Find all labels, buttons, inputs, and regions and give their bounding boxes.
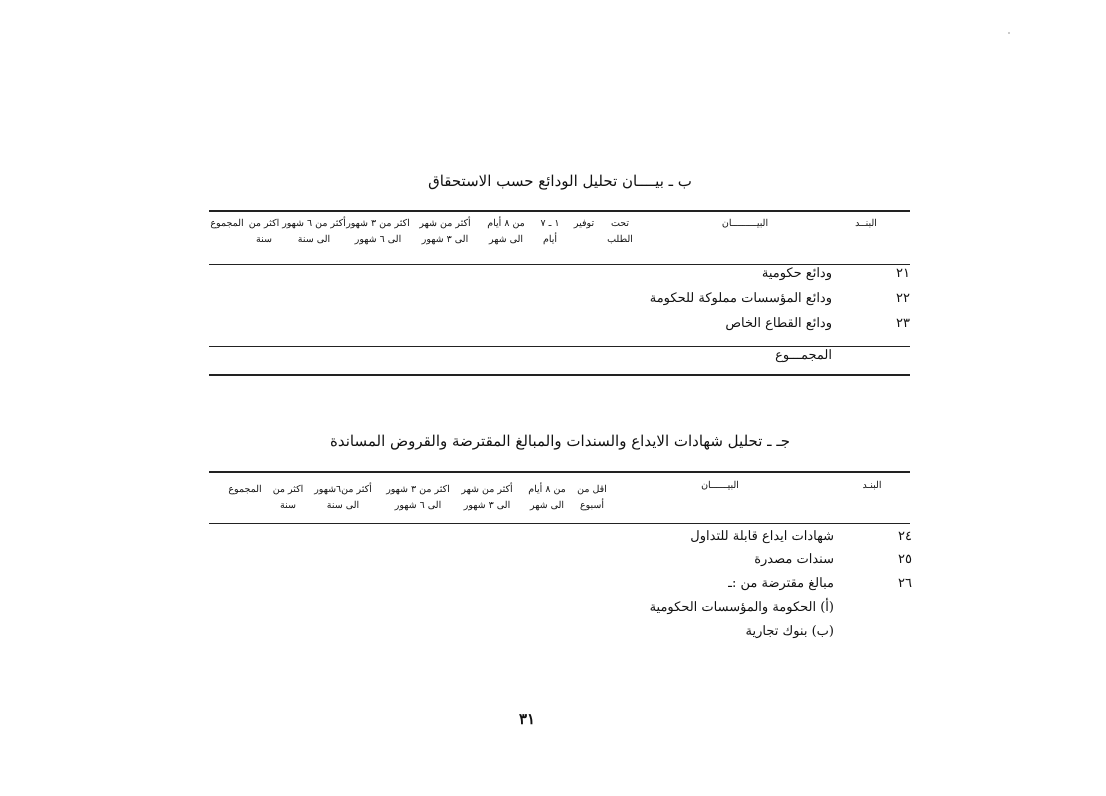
- col-header-item: البنــد: [855, 218, 877, 229]
- section-b-top-rule: [209, 210, 910, 212]
- col-header-item: البنـد: [862, 480, 882, 491]
- col-header-1-3-months: أكثر من شهر الى ٣ شهور: [461, 484, 513, 511]
- row-number: ٢٦: [898, 576, 912, 591]
- row-label: ودائع المؤسسات مملوكة للحكومة: [649, 291, 832, 306]
- total-label: المجمـــوع: [775, 348, 832, 363]
- row-number: ٢٣: [896, 316, 910, 331]
- section-c-top-rule: [209, 471, 910, 473]
- section-b-title: ب ـ بيــــان تحليل الودائع حسب الاستحقاق: [428, 172, 692, 190]
- row-label: ودائع حكومية: [761, 266, 832, 281]
- col-header-over-year: اكثر من سنة: [248, 218, 280, 245]
- col-header-over-year: اكثر من سنة: [272, 484, 304, 511]
- col-header-total: المجموع: [210, 218, 244, 229]
- col-header-3-6-months: اكثر من ٣ شهور الى ٦ شهور: [386, 484, 450, 511]
- row-label: (ب) بنوك تجارية: [745, 624, 834, 639]
- col-header-1-7-days: ١ ـ ٧ أيام: [540, 218, 560, 245]
- col-header-3-6-months: اكثر من ٣ شهور الى ٦ شهور: [346, 218, 410, 245]
- section-c-header-rule: [209, 523, 910, 524]
- col-header-total: المجموع: [228, 484, 262, 495]
- col-header-8-days-month: من ٨ أيام الى شهر: [528, 484, 566, 511]
- col-header-demand: تحت الطلب: [607, 218, 633, 245]
- page-number: ٣١: [518, 710, 536, 728]
- col-header-6-12-months: أكثر من٦شهور الى سنة: [314, 484, 372, 511]
- section-b-bottom-rule: [209, 374, 910, 376]
- row-label: سندات مصدرة: [754, 552, 834, 567]
- row-number: ٢٥: [898, 552, 912, 567]
- col-header-savings: توفير: [573, 218, 595, 229]
- section-b-total-rule: [209, 346, 910, 347]
- row-number: ٢٤: [898, 529, 912, 544]
- row-number: ٢١: [896, 266, 910, 281]
- row-number: ٢٢: [896, 291, 910, 306]
- col-header-8-days-month: من ٨ أيام الى شهر: [487, 218, 525, 245]
- col-header-under-week: اقل من أسبوع: [577, 484, 607, 511]
- col-header-description: البيــــــان: [701, 480, 739, 491]
- row-label: شهادات ايداع قابلة للتداول: [690, 529, 834, 544]
- section-b-header-rule: [209, 264, 910, 265]
- scan-speck: [1008, 32, 1010, 34]
- col-header-6-12-months: أكثر من ٦ شهور الى سنة: [282, 218, 346, 245]
- col-header-description: البيـــــــــان: [721, 218, 769, 229]
- row-label: مبالغ مقترضة من :ـ: [728, 576, 834, 591]
- row-label: (أ) الحكومة والمؤسسات الحكومية: [649, 600, 834, 615]
- row-label: ودائع القطاع الخاص: [725, 316, 832, 331]
- col-header-1-3-months: أكثر من شهر الى ٣ شهور: [419, 218, 471, 245]
- section-c-title: جـ ـ تحليل شهادات الايداع والسندات والمبالغ المقترضة والقروض المساندة: [329, 432, 790, 450]
